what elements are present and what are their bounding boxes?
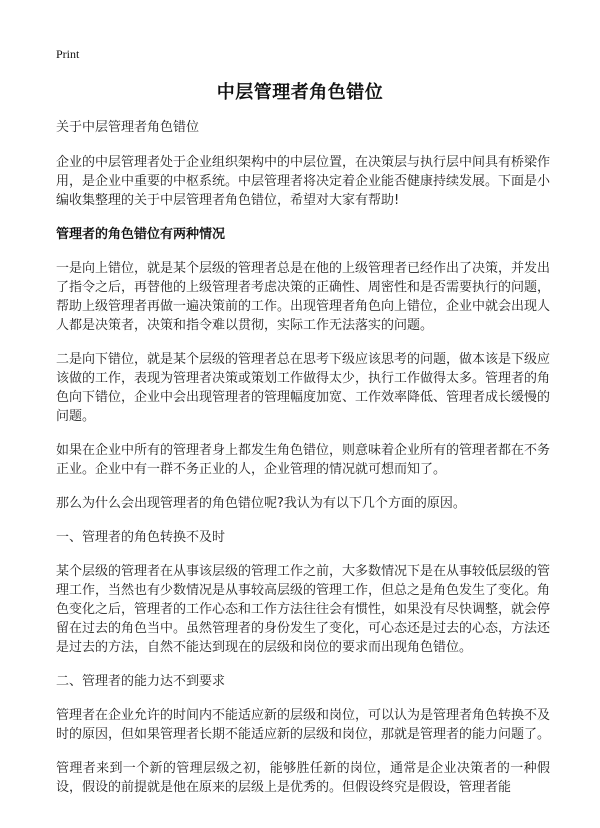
paragraph: 二、管理者的能力达不到要求	[56, 674, 226, 689]
paragraph: 管理者在企业允许的时间内不能适应新的层级和岗位，可以认为是管理者角色转换不及时的原因，但如果管理者长期不能适应新的层级和岗位，那就是管理者的能力问题了。	[56, 708, 551, 742]
paragraph: 一、管理者的角色转换不及时	[56, 530, 226, 545]
paragraph: 一是向上错位，就是某个层级的管理者总是在他的上级管理者已经作出了决策，并发出了指令之后，再替他的上级管理者考虑决策的正确性、周密性和是否需要执行的问题，帮助上级管理者再做一遍决策前的工作。出现管理者角色向上错位，企业中就会出现人人都是决策者，决策和指令难以贯彻，实际工作无法落实的问题。	[56, 261, 551, 333]
section-heading: 管理者的角色错位有两种情况	[56, 227, 226, 242]
print-link[interactable]: Print	[56, 47, 80, 61]
paragraph: 那么为什么会出现管理者的角色错位呢?我认为有以下几个方面的原因。	[56, 496, 466, 511]
paragraph: 关于中层管理者角色错位	[56, 120, 200, 135]
paragraph: 二是向下错位，就是某个层级的管理者总在思考下级应该思考的问题，做本该是下级应该做的工作，表现为管理者决策或策划工作做得太少，执行工作做得太多。管理者的角色向下错位，企业中会出现管理者的管理幅度加宽、工作效率降低、管理者成长缓慢的问题。	[56, 352, 551, 424]
article-body	[56, 118, 550, 812]
paragraph: 某个层级的管理者在从事该层级的管理工作之前，大多数情况下是在从事较低层级的管理工作，当然也有少数情况是从事较高层级的管理工作，但总之是角色发生了变化。角色变化之后，管理者的工作心态和工作方法往往会有惯性，如果没有尽快调整，就会停留在过去的角色当中。虽然管理者的身份发生了变化，可心态还是过去的心态，方法还是过去的方法，自然不能达到现在的层级和岗位的要求而出现角色错位。	[56, 564, 551, 655]
paragraph: 管理者来到一个新的管理层级之初，能够胜任新的岗位，通常是企业决策者的一种假设，假设的前提就是他在原来的层级上是优秀的。但假设终究是假设，管理者能	[56, 761, 550, 795]
paragraph: 企业的中层管理者处于企业组织架构中的中层位置，在决策层与执行层中间具有桥梁作用，是企业中重要的中枢系统。中层管理者将决定着企业能否健康持续发展。下面是小编收集整理的关于中层管理者角色错位，希望对大家有帮助!	[56, 155, 551, 208]
paragraph: 如果在企业中所有的管理者身上都发生角色错位，则意味着企业所有的管理者都在不务正业。企业中有一群不务正业的人，企业管理的情况就可想而知了。	[56, 443, 551, 477]
article-title: 中层管理者角色错位	[216, 82, 384, 103]
